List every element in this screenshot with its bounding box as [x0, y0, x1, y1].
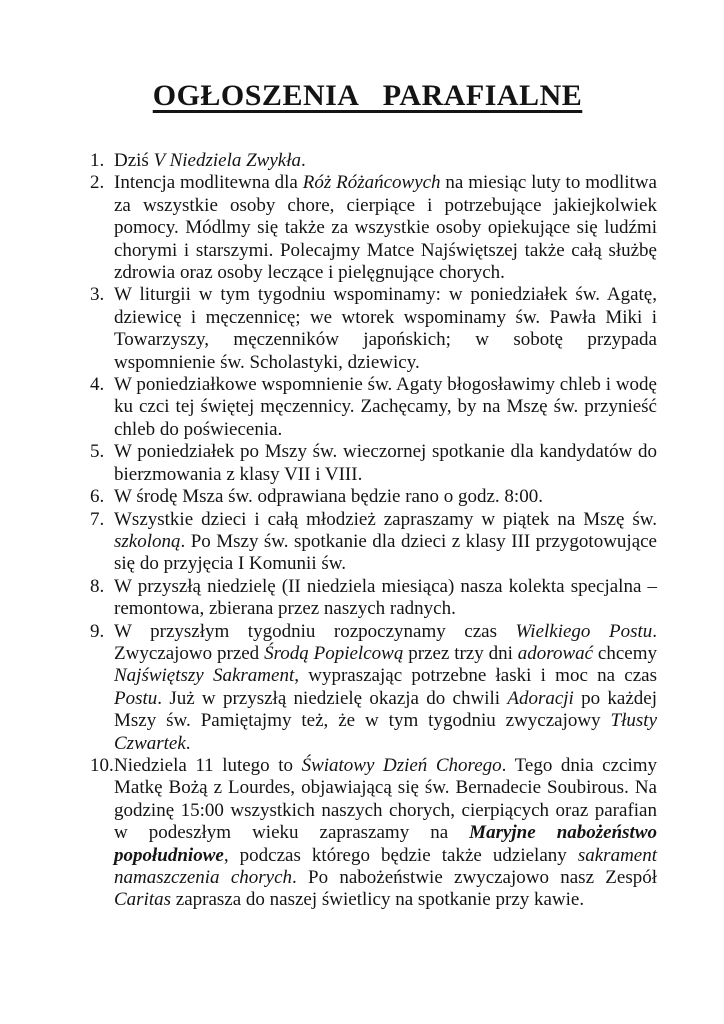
list-item — [90, 620, 658, 755]
item-text: Dziś V Niedziela Zwykła. — [114, 150, 306, 171]
list-item — [90, 486, 657, 508]
item-text: Niedziela 11 lutego to Światowy Dzień Chorego. Tego dnia czcimy Matkę Bożą z Lourdes, objawiającą się św. Bernadecie Soubirous. Na godzinę 15:00 wszystkich naszych chorych, cierpiących oraz parafian w podeszłym wieku zapraszamy na Maryjne nabożeństwo popołudniowe, podczas którego będzie także udzielany sakrament namaszczenia chorych. Po nabożeństwie zwyczajowo nasz Zespół Caritas zaprasza do naszej świetlicy na spotkanie przy kawie. — [114, 754, 658, 911]
item-number: 3. — [90, 284, 105, 306]
item-text: W poniedziałek po Mszy św. wieczornej spotkanie dla kandydatów do bierzmowania z klasy VII i VIII. — [114, 441, 657, 485]
item-text: Intencja modlitewna dla Róż Różańcowych na miesiąc luty to modlitwa za wszystkie osoby chore, cierpiące i potrzebujące jakiejkolwiek pomocy. Módlmy się także za wszystkie osoby opiekujące się ludźmi chorymi i starszymi. Polecajmy Matce Najświętszej także całą służbę zdrowia oraz osoby leczące i pielęgnujące chorych. — [114, 172, 657, 284]
item-text: W poniedziałkowe wspomnienie św. Agaty błogosławimy chleb i wodę ku czci tej świętej męczennicy. Zachęcamy, by na Mszę św. przynieść chleb do poświecenia. — [114, 374, 657, 440]
list-item — [90, 284, 657, 374]
item-number: 7. — [90, 508, 105, 530]
list-item — [90, 150, 657, 172]
item-number: 2. — [90, 172, 105, 194]
item-number: 4. — [90, 374, 105, 396]
list-item — [90, 508, 657, 576]
list-item — [90, 575, 657, 621]
item-text: Wszystkie dzieci i całą młodzież zapraszamy w piątek na Mszę św. szkoloną. Po Mszy św. spotkanie dla dzieci z klasy III przygotowujące się do przyjęcia I Komunii św. — [114, 508, 657, 575]
item-number: 1. — [90, 150, 105, 171]
list-item — [90, 754, 658, 912]
item-text: W przyszłym tygodniu rozpoczynamy czas Wielkiego Postu. Zwyczajowo przed Środą Popielcową przez trzy dni adorować chcemy Najświętszy Sakrament, wypraszając potrzebne łaski i moc na czas Postu. Już w przyszłą niedzielę okazja do chwili Adoracji po każdej Mszy św. Pamiętajmy też, że w tym tygodniu zwyczajowy Tłusty Czwartek. — [114, 620, 658, 754]
list-item — [90, 374, 657, 441]
list-item — [90, 172, 657, 284]
item-number: 8. — [90, 575, 105, 597]
item-number: 10. — [90, 754, 114, 776]
item-text: W przyszłą niedzielę (II niedziela miesiąca) nasza kolekta specjalna – remontowa, zbierana przez naszych radnych. — [114, 575, 657, 620]
page-title: OGŁOSZENIA PARAFIALNE — [152, 79, 583, 112]
item-number: 9. — [90, 620, 105, 642]
item-text: W środę Msza św. odprawiana będzie rano o godz. 8:00. — [114, 486, 543, 508]
announcements-list — [90, 150, 657, 912]
item-number: 6. — [90, 486, 105, 508]
item-number: 5. — [90, 441, 105, 463]
list-item — [90, 441, 657, 486]
item-text: W liturgii w tym tygodniu wspominamy: w poniedziałek św. Agatę, dziewicę i męczennicę; we wtorek wspominamy św. Pawła Miki i Towarzyszy, męczenników japońskich; w sobotę przypada wspomnienie św. Scholastyki, dziewicy. — [114, 284, 657, 373]
